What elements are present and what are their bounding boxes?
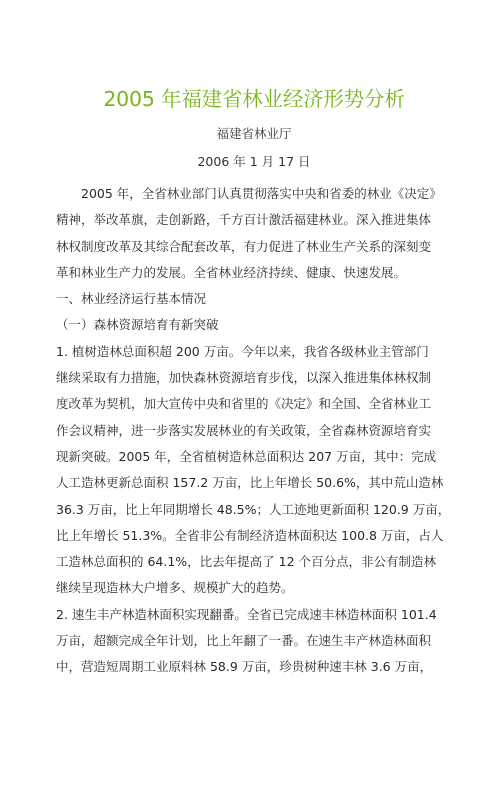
- body-line: 继续呈现造林大户增多、规模扩大的趋势。: [56, 580, 294, 596]
- body-line: 现新突破。2005 年，全省植树造林总面积达 207 万亩，其中：完成: [56, 448, 437, 464]
- body-line: 36.3 万亩，比上年同期增长 48.5%；人工迹地更新面积 120.9 万亩，: [56, 501, 451, 517]
- document-title: 2005 年福建省林业经济形势分析: [103, 87, 405, 111]
- body-line: 人工造林更新总面积 157.2 万亩，比上年增长 50.6%，其中荒山造林: [56, 475, 444, 491]
- body-line: 中，营造短周期工业原料林 58.9 万亩，珍贵树种速丰林 3.6 万亩，: [56, 659, 433, 675]
- body-line: 万亩，超额完成全年计划，比上年翻了一番。在速生丰产林造林面积: [56, 633, 432, 649]
- body-line: 度改革为契机，加大宣传中央和省里的《决定》和全国、全省林业工: [56, 396, 432, 412]
- body-line: 革和林业生产力的发展。全省林业经济持续、健康、快速发展。: [56, 264, 407, 280]
- section-heading: 一、林业经济运行基本情况: [56, 291, 207, 307]
- subsection-heading: （一）森林资源培育有新突破: [56, 317, 219, 333]
- body-line: 工造林总面积的 64.1%，比去年提高了 12 个百分点，非公有制造林: [56, 554, 437, 570]
- document-author: 福建省林业厅: [216, 126, 292, 141]
- body-line: 精神，举改革旗，走创新路，千方百计激活福建林业。深入推进集体: [56, 212, 432, 228]
- document-date: 2006 年 1 月 17 日: [197, 154, 311, 169]
- body-line: 1. 植树造林总面积超 200 万亩。今年以来，我省各级林业主管部门: [56, 343, 429, 359]
- document-body: [56, 181, 452, 681]
- body-line: 林权制度改革及其综合配套改革，有力促进了林业生产关系的深刻变: [56, 238, 432, 254]
- body-line: 2. 速生丰产林造林面积实现翻番。全省已完成速丰林造林面积 101.4: [56, 606, 437, 622]
- body-line: 2005 年，全省林业部门认真贯彻落实中央和省委的林业《决定》: [81, 186, 442, 201]
- body-line: 继续采取有力措施，加快森林资源培育步伐，以深入推进集体林权制: [56, 370, 432, 386]
- body-line: 作会议精神，进一步落实发展林业的有关政策，全省森林资源培育实: [56, 422, 432, 438]
- body-line: 比上年增长 51.3%。全省非公有制经济造林面积达 100.8 万亩，占人: [56, 527, 444, 543]
